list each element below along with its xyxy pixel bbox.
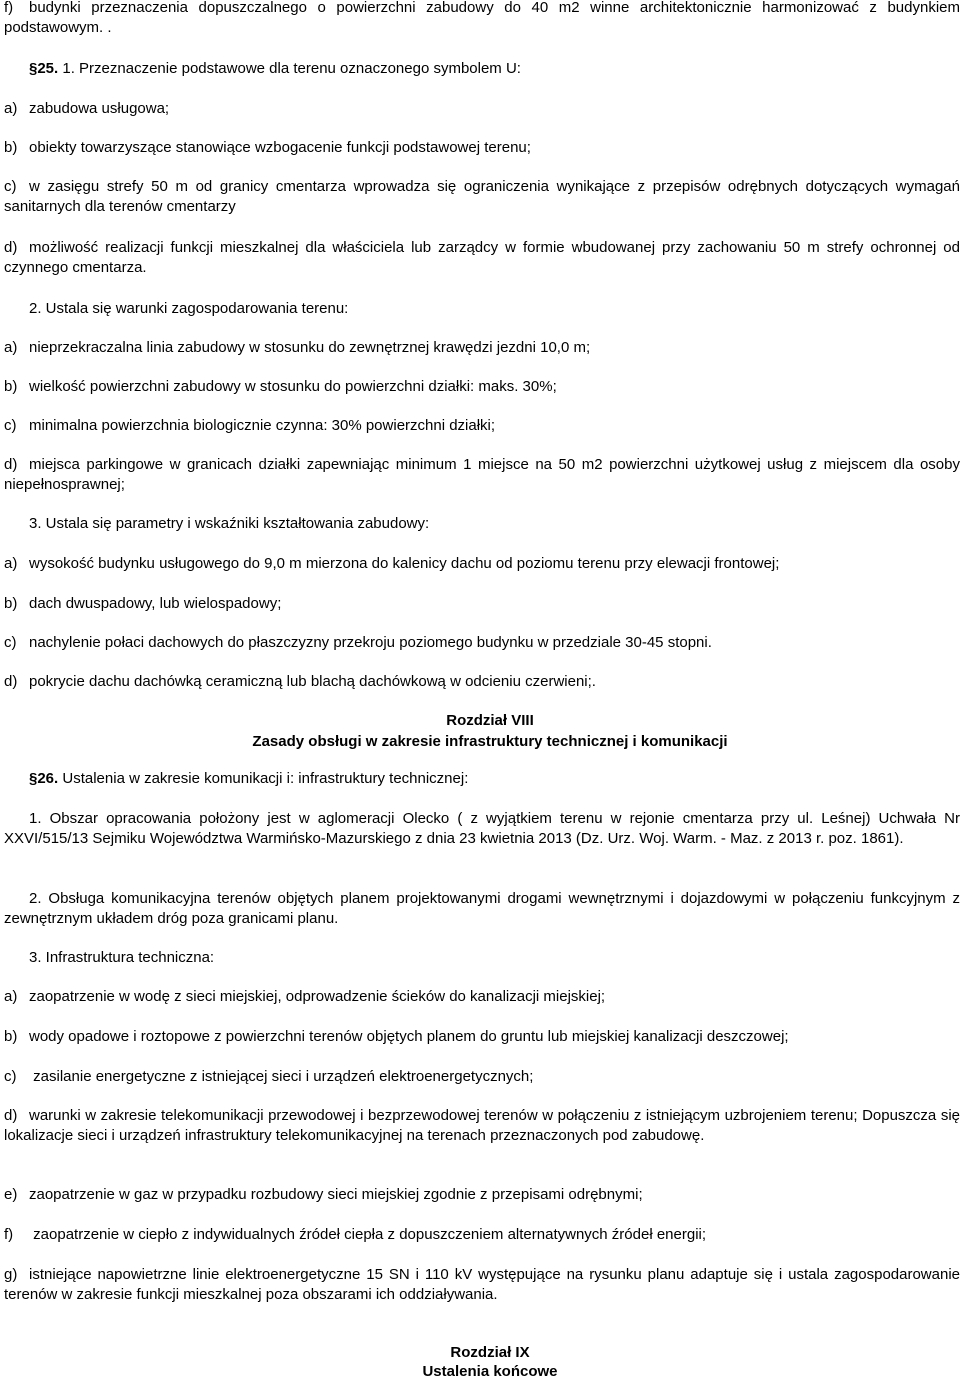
item-label: b)	[4, 378, 18, 395]
item-text: zabudowa usługowa;	[29, 100, 170, 117]
item-text: wielkość powierzchni zabudowy w stosunku do powierzchni działki: maks. 30%;	[29, 378, 557, 395]
s25-3-item-b	[4, 594, 960, 614]
item-text: nieprzekraczalna linia zabudowy w stosunku do zewnętrznej krawędzi jezdni 10,0 m;	[29, 339, 591, 356]
s25-3-item-d	[4, 672, 960, 692]
item-label: a)	[4, 988, 18, 1005]
item-text: możliwość realizacji funkcji mieszkalnej dla właściciela lub zarządcy w formie wbudowanej przy zachowaniu 50 m strefy ochronnej od czynnego cmentarza.	[4, 239, 960, 276]
item-text: minimalna powierzchnia biologicznie czynna: 30% powierzchni działki;	[29, 417, 496, 434]
s26-point-3	[29, 948, 960, 968]
item-text: budynki przeznaczenia dopuszczalnego o powierzchni zabudowy do 40 m2 winne architektonicznie harmonizować z budynkiem podstawowym. .	[4, 0, 960, 36]
s26-point-2	[4, 889, 960, 929]
item-label: d)	[4, 1107, 18, 1124]
item-text: nachylenie połaci dachowych do płaszczyzny przekroju poziomego budynku w przedziale 30-45 stopni.	[29, 634, 712, 651]
section-text: Ustalenia w zakresie komunikacji i: infrastruktury technicznej:	[62, 770, 469, 787]
item-text: istniejące napowietrzne linie elektroenergetyczne 15 SN i 110 kV występujące na rysunku planu adaptuje się i ustala zagospodarowanie terenów w zakresie funkcji mieszkalnej poza obszarami ich oddziaływania.	[4, 1266, 960, 1303]
item-label: g)	[4, 1266, 18, 1283]
item-label: b)	[4, 1028, 18, 1045]
item-text: zaopatrzenie w ciepło z indywidualnych źródeł ciepła z dopuszczeniem alternatywnych źródeł energii;	[29, 1226, 707, 1243]
s26-3-item-f	[4, 1225, 960, 1245]
s26-3-item-a	[4, 987, 960, 1007]
item-label: a)	[4, 555, 18, 572]
item-label: a)	[4, 100, 18, 117]
section-number: §25.	[29, 60, 59, 77]
section-number: §26.	[29, 770, 59, 787]
paragraph-f-building	[4, 0, 960, 38]
item-text: warunki w zakresie telekomunikacji przewodowej i bezprzewodowej terenów w połączeniu z istniejącym uzbrojeniem terenu; Dopuszcza się lokalizacje sieci i urządzeń infrastruktury telekomunikacyjnej na terenach przeznaczonych pod zabudowę.	[4, 1107, 960, 1144]
item-label: c)	[4, 417, 17, 434]
item-label: f)	[4, 1226, 14, 1243]
point-text: 1. Obszar opracowania położony jest w aglomeracji Olecko ( z wyjątkiem terenu w rejonie cmentarza przy ul. Leśnej) Uchwała Nr XXVI/515/13 Sejmiku Województwa Warmińsko-Mazurskiego z dnia 23 kwietnia 2013 (Dz. Urz. Woj. Warm. - Maz. z 2013 r. poz. 1861).	[4, 810, 960, 847]
item-label: f)	[4, 0, 14, 16]
item-text: miejsca parkingowe w granicach działki zapewniając minimum 1 miejsce na 50 m2 powierzchni użytkowej usług z miejscem dla osoby niepełnosprawnej;	[4, 456, 960, 493]
s25-point-2	[29, 299, 960, 319]
item-label: b)	[4, 595, 18, 612]
s25-item-b	[4, 138, 960, 158]
item-label: e)	[4, 1186, 18, 1203]
item-text: obiekty towarzyszące stanowiące wzbogacenie funkcji podstawowej terenu;	[29, 139, 531, 156]
s25-3-item-a	[4, 554, 960, 574]
s26-3-item-e	[4, 1185, 960, 1205]
item-text: w zasięgu strefy 50 m od granicy cmentarza wprowadza się ograniczenia wynikające z przepisów odrębnych dotyczących wymagań sanitarnych dla terenów cmentarzy	[4, 178, 960, 215]
chapter-9-title: Rozdział IX	[450, 1344, 530, 1361]
item-label: c)	[4, 1068, 17, 1085]
item-label: c)	[4, 634, 17, 651]
s25-point-3	[29, 514, 960, 534]
item-text: wysokość budynku usługowego do 9,0 m mierzona do kalenicy dachu od poziomu terenu przy elewacji frontowej;	[29, 555, 780, 572]
point-text: 3. Infrastruktura techniczna:	[29, 949, 215, 966]
chapter-8-subtitle: Zasady obsługi w zakresie infrastruktury technicznej i komunikacji	[252, 733, 728, 750]
s25-2-item-b	[4, 377, 960, 397]
s26-point-1	[4, 809, 960, 849]
item-label: d)	[4, 456, 18, 473]
s26-3-item-d	[4, 1106, 960, 1146]
section-26-heading	[29, 769, 960, 789]
s26-3-item-b	[4, 1027, 960, 1047]
section-text: 1. Przeznaczenie podstawowe dla terenu oznaczonego symbolem U:	[62, 60, 521, 77]
s25-item-c	[4, 177, 960, 217]
item-text: dach dwuspadowy, lub wielospadowy;	[29, 595, 282, 612]
chapter-9-subtitle: Ustalenia końcowe	[422, 1363, 558, 1380]
item-label: d)	[4, 673, 18, 690]
s25-item-a	[4, 99, 960, 119]
item-text: zaopatrzenie w wodę z sieci miejskiej, odprowadzenie ścieków do kanalizacji miejskiej;	[29, 988, 606, 1005]
item-label: b)	[4, 139, 18, 156]
item-text: zaopatrzenie w gaz w przypadku rozbudowy sieci miejskiej zgodnie z przepisami odrębnymi;	[29, 1186, 643, 1203]
s25-item-d	[4, 238, 960, 278]
item-label: c)	[4, 178, 17, 195]
s25-2-item-c	[4, 416, 960, 436]
item-text: zasilanie energetyczne z istniejącej sieci i urządzeń elektroenergetycznych;	[29, 1068, 534, 1085]
item-text: pokrycie dachu dachówką ceramiczną lub blachą dachówkową w odcieniu czerwieni;.	[29, 673, 596, 690]
s26-3-item-c	[4, 1067, 960, 1087]
s25-3-item-c	[4, 633, 960, 653]
point-text: 2. Obsługa komunikacyjna terenów objętych planem projektowanymi drogami wewnętrznymi i dojazdowymi w połączeniu funkcyjnym z zewnętrznym układem dróg poza granicami planu.	[4, 890, 960, 927]
item-label: a)	[4, 339, 18, 356]
item-text: wody opadowe i roztopowe z powierzchni terenów objętych planem do gruntu lub miejskiej kanalizacji deszczowej;	[29, 1028, 789, 1045]
point-text: 2. Ustala się warunki zagospodarowania terenu:	[29, 300, 349, 317]
item-label: d)	[4, 239, 18, 256]
s25-2-item-d	[4, 455, 960, 495]
chapter-8-title: Rozdział VIII	[446, 712, 534, 729]
section-25-heading	[29, 59, 960, 79]
s25-2-item-a	[4, 338, 960, 358]
point-text: 3. Ustala się parametry i wskaźniki kształtowania zabudowy:	[29, 515, 430, 532]
s26-3-item-g	[4, 1265, 960, 1305]
